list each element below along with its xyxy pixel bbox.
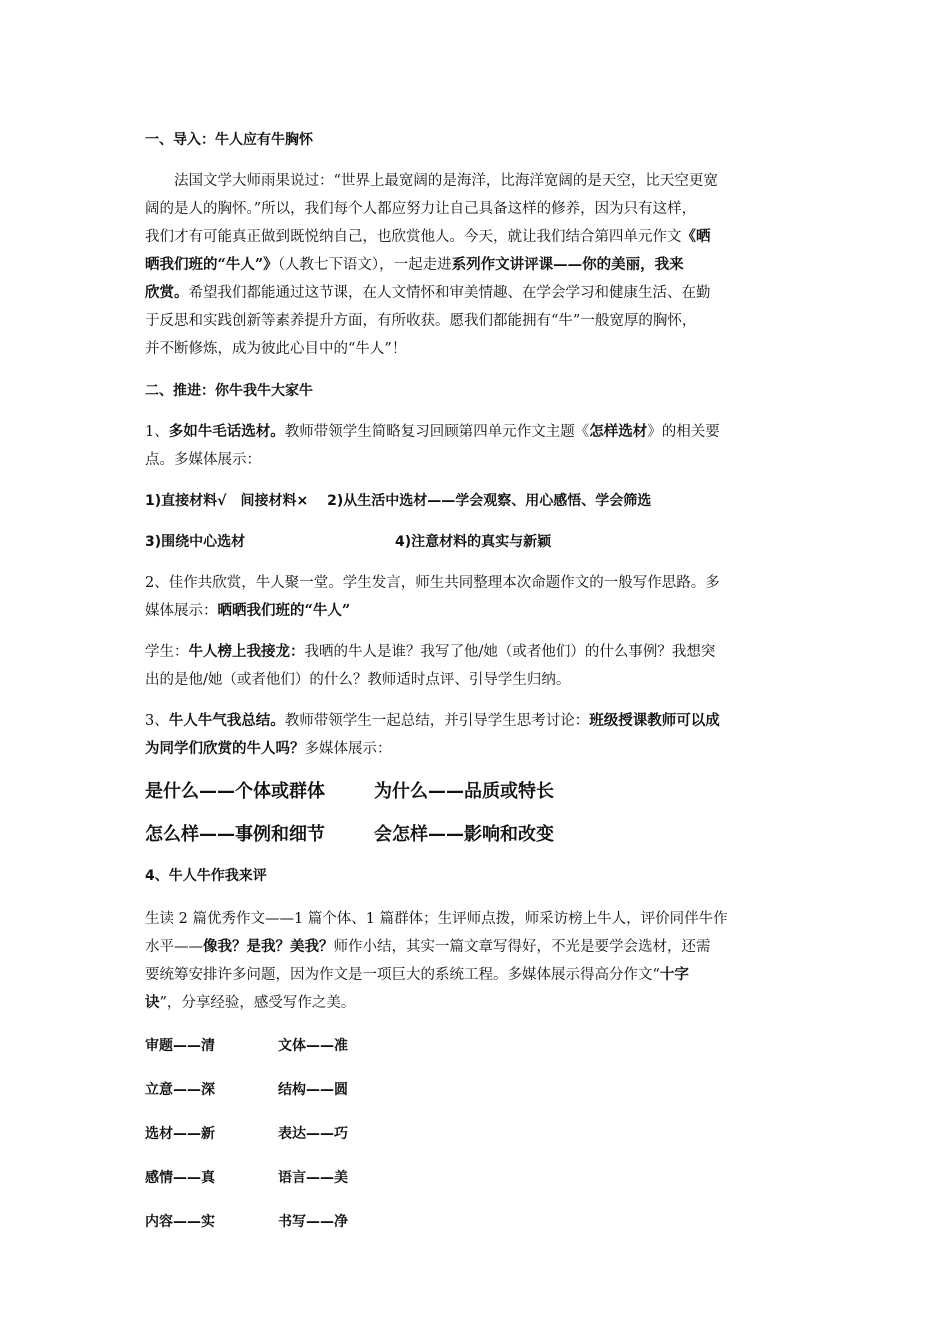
item-2-line: 媒体展示：晒晒我们班的“牛人” [145,602,351,619]
item-1 [145,418,809,474]
intro-line: 阔的是人的胸怀。”所以，我们每个人都应努力让自己具备这样的修养，因为只有这样， [145,201,697,217]
item-4-line: 要统筹安排许多问题，因为作文是一项巨大的系统工程。多媒体展示得高分作文“十字 [145,966,689,983]
student-paragraph [145,638,809,694]
tip-line-1: 1)直接材料√ 间接材料× 2)从生活中选材——学会观察、用心感悟、学会筛选 [145,493,652,509]
item-2-line: 2、佳作共欣赏，牛人聚一堂。学生发言，师生共同整理本次命题作文的一般写作思路。多 [145,575,720,591]
intro-line: 欣赏。希望我们都能通过这节课，在人文情怀和审美情趣、在学会学习和健康生活、在勤 [145,284,711,301]
item-4-line: 诀”，分享经验，感受写作之美。 [145,994,356,1011]
item-2 [145,569,809,625]
ten-word-rules [145,1032,809,1236]
student-line: 出的是他/她（或者他们）的什么？教师适时点评、引导学生归纳。 [145,672,571,688]
rule-row: 选材——新 表达——巧 [145,1126,348,1142]
section2-heading: 二、推进：你牛我牛大家牛 [145,383,313,399]
rule-row: 感情——真 语言——美 [145,1170,348,1186]
rule-row: 内容——实 书写——净 [145,1214,348,1230]
intro-line: 晒我们班的“牛人”》（人教七下语文），一起走进系列作文讲评课——你的美丽，我来 [145,256,684,273]
item-1-line: 点。多媒体展示： [145,452,261,468]
intro-line: 法国文学大师雨果说过：“世界上最宽阔的是海洋，比海洋宽阔的是天空，比天空更宽 [174,173,718,189]
document-page [145,126,809,1236]
item-1-line: 1、多如牛毛话选材。教师带领学生简略复习回顾第四单元作文主题《怎样选材》的相关要 [145,423,720,440]
item-3 [145,707,809,763]
intro-paragraph [145,167,809,363]
rule-row: 立意——深 结构——圆 [145,1082,348,1098]
intro-line: 我们才有可能真正做到既悦纳自己，也欣赏他人。今天，就让我们结合第四单元作文《晒 [145,228,711,245]
summary-line-2: 怎么样——事例和细节 会怎样——影响和改变 [145,824,554,845]
item-3-line: 3、牛人牛气我总结。教师带领学生一起总结，并引导学生思考讨论：班级授课教师可以成 [145,712,720,729]
rule-row: 审题——清 文体——准 [145,1038,348,1054]
intro-line: 并不断修炼，成为彼此心目中的“牛人”！ [145,341,407,357]
summary-line-1: 是什么——个体或群体 为什么——品质或特长 [145,781,554,802]
tip-line-2: 3)围绕中心选材 4)注意材料的真实与新颖 [145,534,552,550]
section1-heading: 一、导入：牛人应有牛胸怀 [145,132,313,148]
item-4-line: 水平——像我？是我？美我？师作小结，其实一篇文章写得好，不光是要学会选材，还需 [145,938,711,955]
item-4-heading: 4、牛人牛作我来评 [145,868,267,884]
intro-line: 于反思和实践创新等素养提升方面，有所收获。愿我们都能拥有“牛”一般宽厚的胸怀， [145,313,697,329]
student-line: 学生：牛人榜上我接龙：我晒的牛人是谁？我写了他/她（或者他们）的什么事例？我想突 [145,643,716,660]
item-4-paragraph [145,905,809,1017]
item-3-line: 为同学们欣赏的牛人吗？多媒体展示： [145,740,392,757]
item-4-line: 生读 2 篇优秀作文——1 篇个体、1 篇群体；生评师点拨，师采访榜上牛人，评价同伴牛作 [145,911,728,927]
